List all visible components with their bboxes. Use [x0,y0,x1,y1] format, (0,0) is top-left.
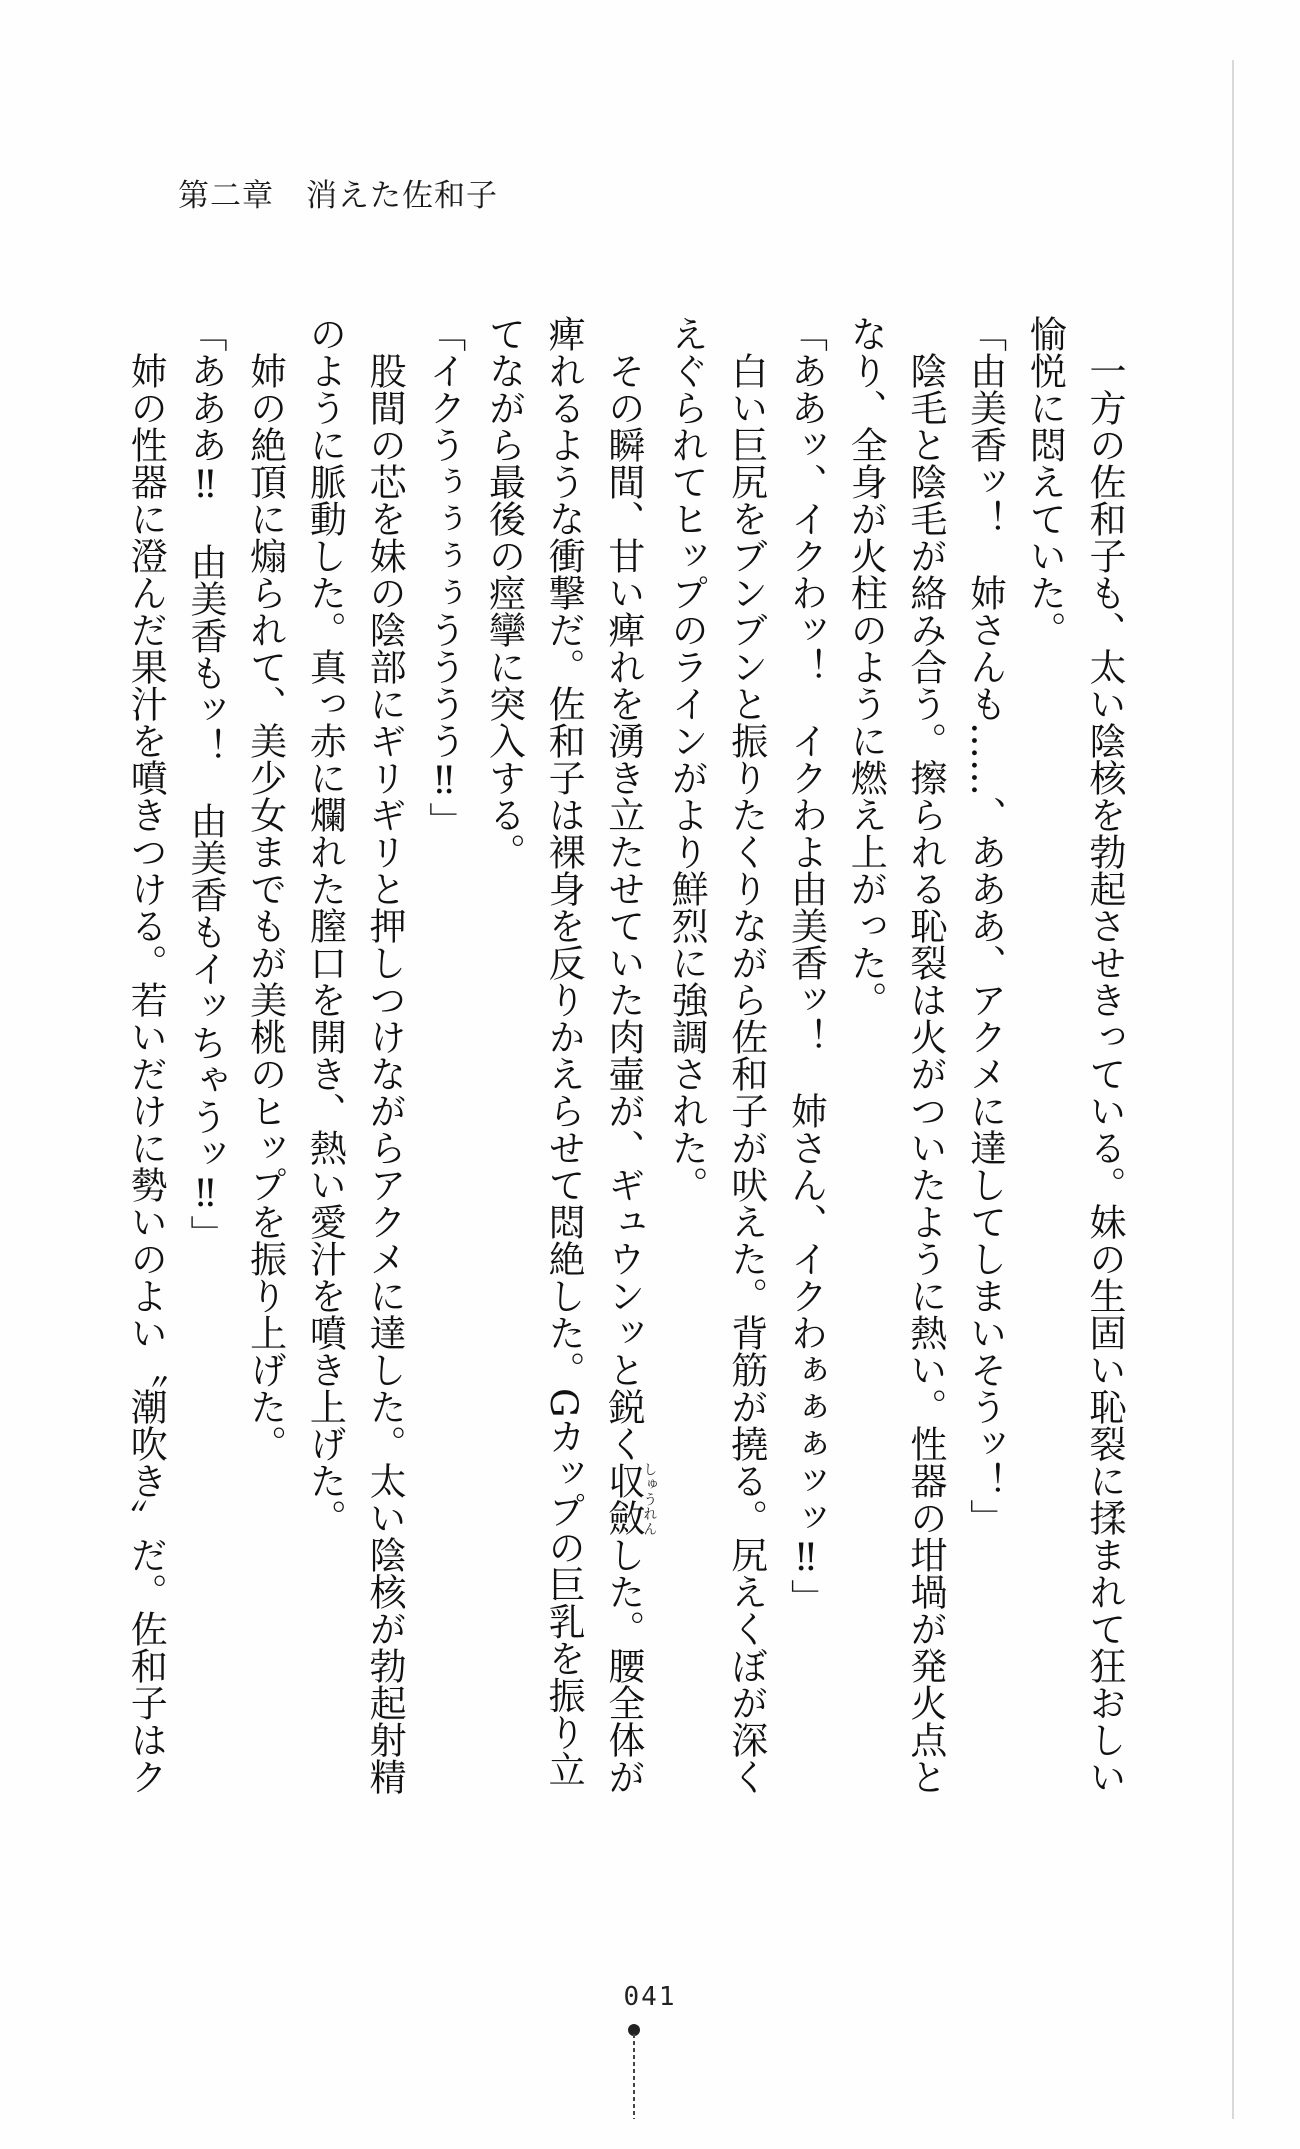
ruby-annotation: 収斂しゅうれん [601,1462,658,1536]
text-line: 姉の性器に澄んだ果汁を噴きつける。若いだけに勢いのよい〝潮吹き〟だ。佐和子はク [124,315,168,1795]
text-line: てながら最後の痙攣に突入する。 [482,315,526,870]
text-line: 「由美香ッ！ 姉さんも……、あああ、アクメに達してしまいそうッ！」 [963,315,1007,1536]
text-line: なり、全身が火柱のように燃え上がった。 [844,315,888,1018]
text-line: えぐられてヒップのラインがより鮮烈に強調された。 [665,315,709,1203]
text-line-with-ruby: その瞬間、甘い痺れを湧き立たせていた肉壷が、ギュウンッと鋭く収斂しゅうれんした。腰全体が [601,315,658,1795]
running-header: 第二章 消えた佐和子 [178,178,498,214]
page-number: 041 [623,1982,677,2012]
text-line: 愉悦に悶えていた。 [1023,315,1067,648]
page-edge-line [1232,60,1234,2119]
page-number-tail [633,2034,635,2119]
text-line: 「あああ‼ 由美香もッ！ 由美香もイッちゃうッ‼」 [183,315,227,1252]
text-line: 姉の絶頂に煽られて、美少女までもが美桃のヒップを振り上げた。 [243,315,287,1462]
text-line: 股間の芯を妹の陰部にギリギリと押しつけながらアクメに達した。太い陰核が勃起射精 [363,315,407,1795]
text-line: 白い巨尻をブンブンと振りたくりながら佐和子が吠えた。背筋が撓る。尻えくぼが深く [724,315,768,1795]
ruby-reading: しゅうれん [641,1462,658,1536]
text-line: 「イクうぅぅぅぅうううう‼」 [422,315,466,839]
text-line: 一方の佐和子も、太い陰核を勃起させきっている。妹の生固い恥裂に揉まれて狂おしい [1083,315,1126,1795]
text-line: のように脈動した。真っ赤に爛れた膣口を開き、熱い愛汁を噴き上げた。 [303,315,347,1536]
text-line: 痺れるような衝撃だ。佐和子は裸身を反りかえらせて悶絶した。Gカップの巨乳を振り立 [542,315,586,1788]
body-text [124,315,1134,1795]
text-line: 「ああッ、イクわッ！ イクわよ由美香ッ！ 姉さん、イクわぁぁぁッッ‼」 [784,315,828,1616]
text-line: 陰毛と陰毛が絡み合う。擦られる恥裂は火がついたように熱い。性器の坩堝が発火点と [903,315,947,1795]
